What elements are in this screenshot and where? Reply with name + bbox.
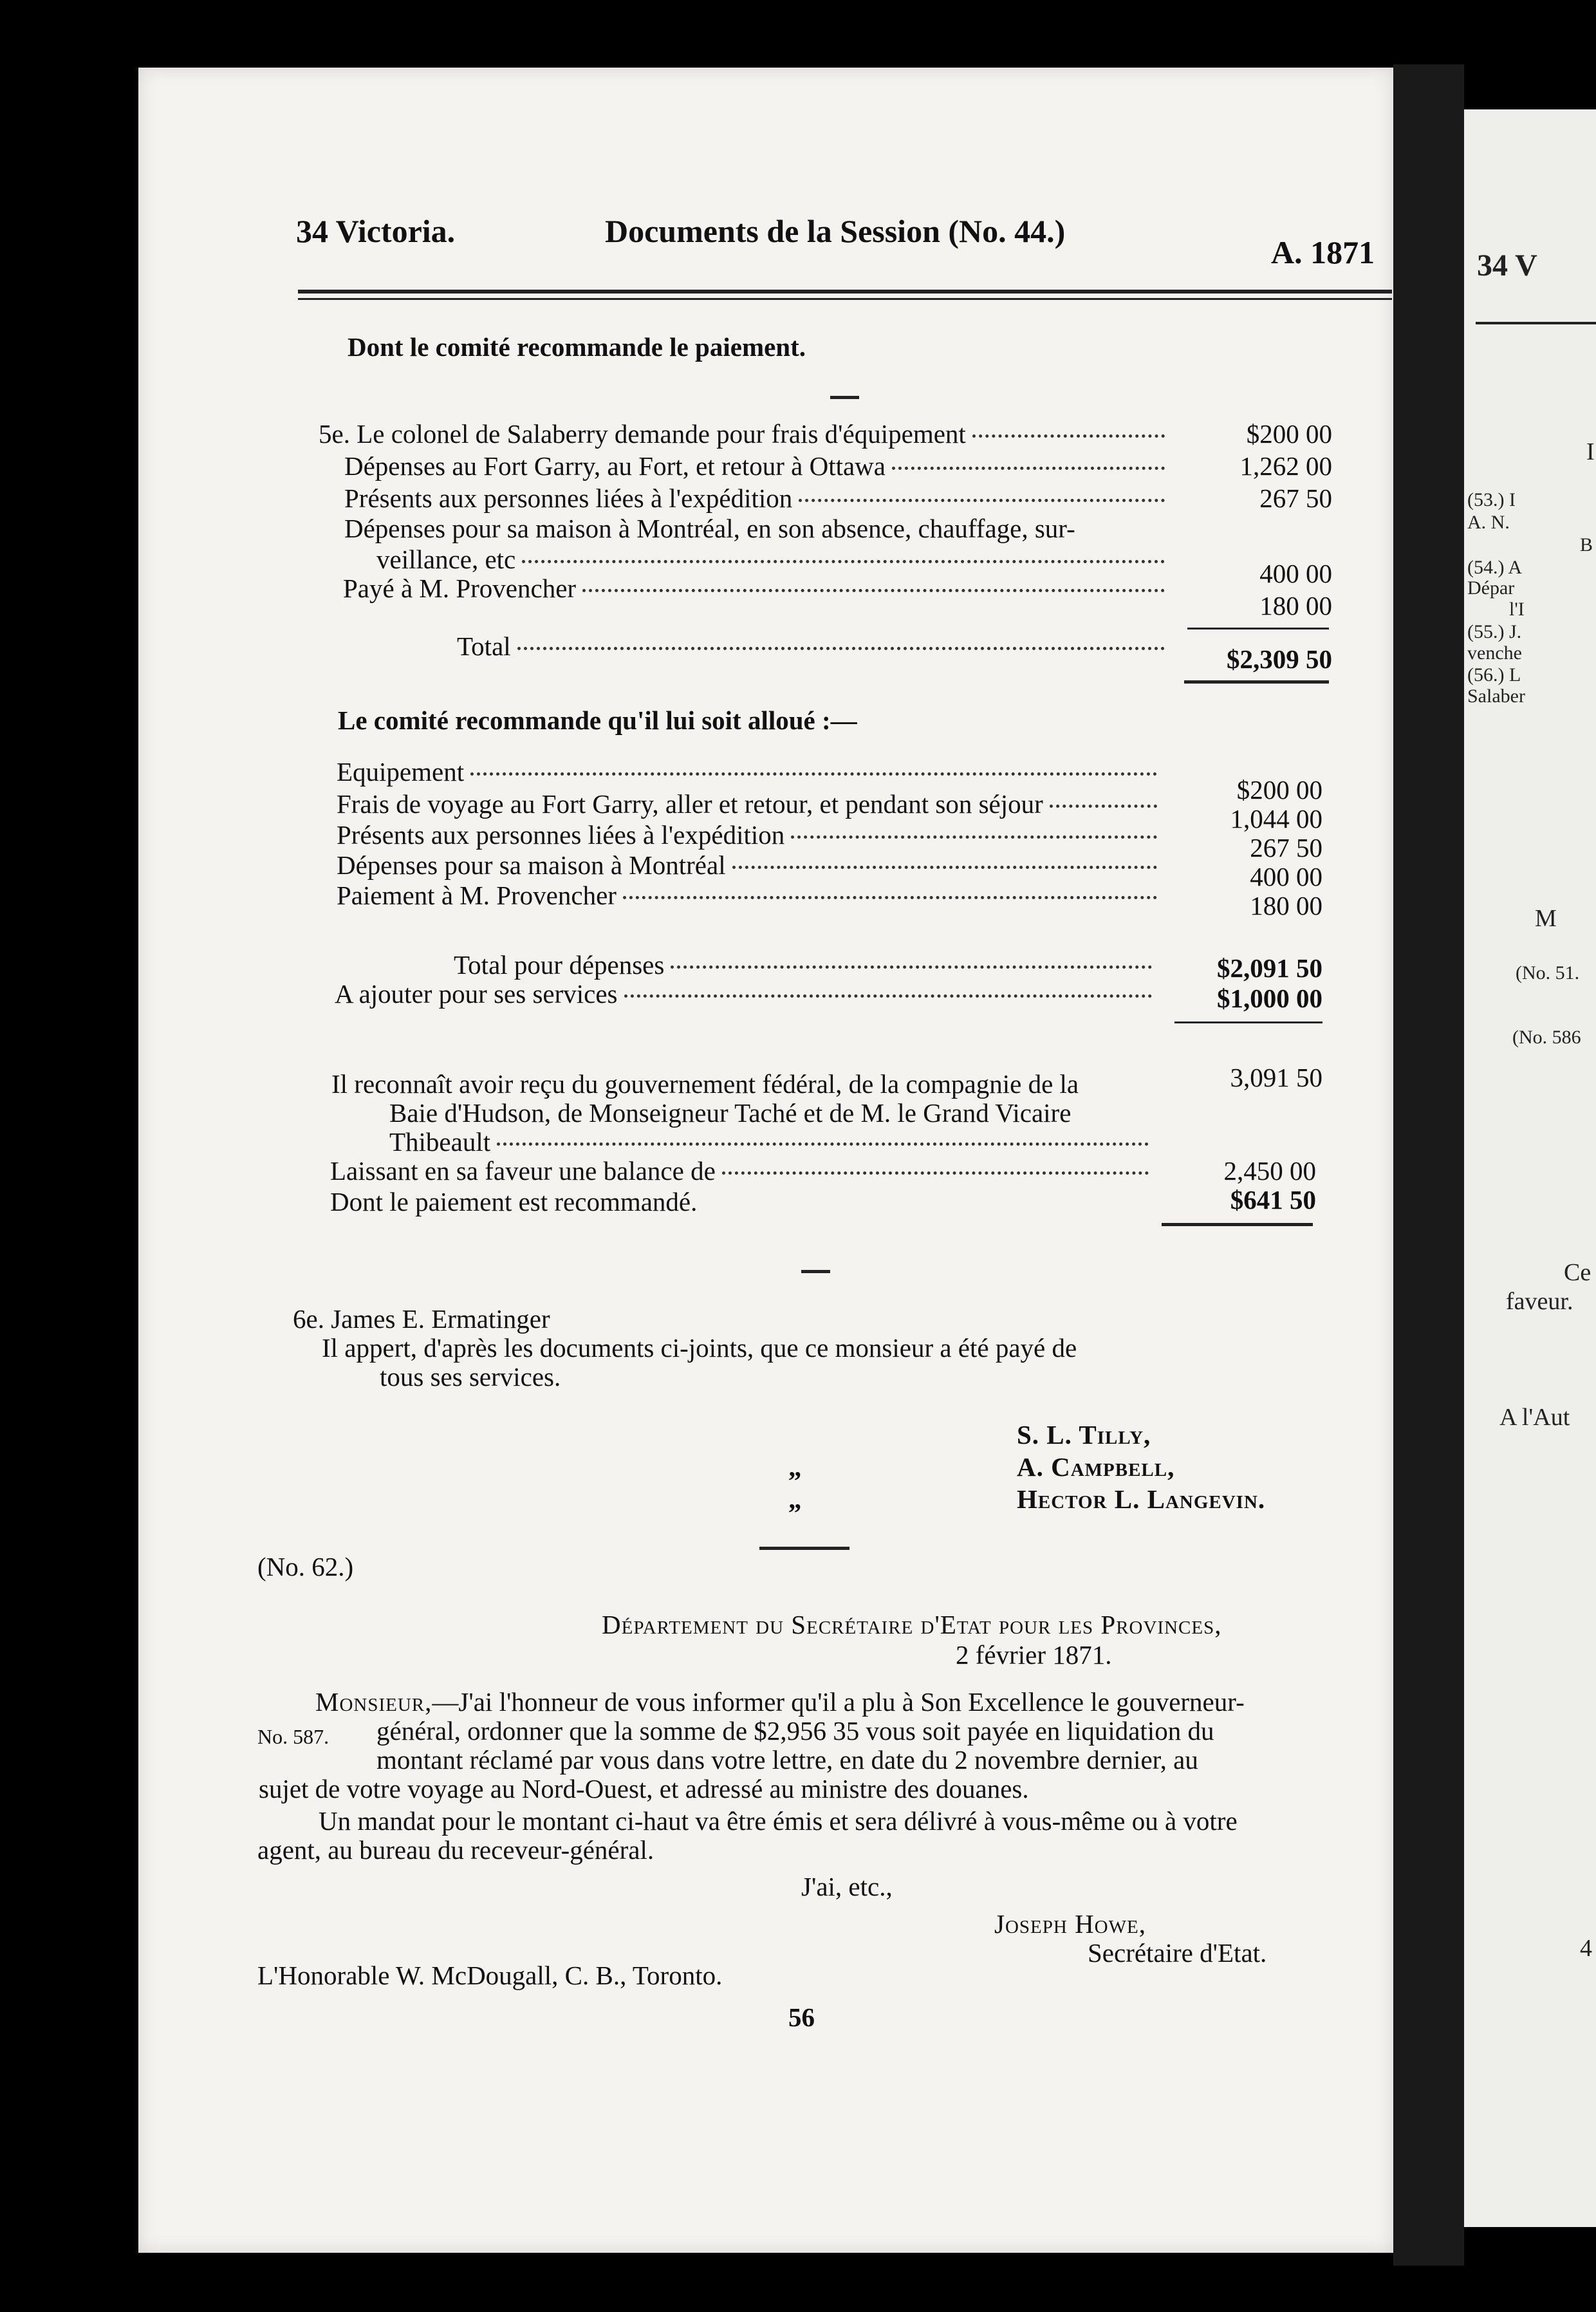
header-rule-thick xyxy=(298,290,1392,294)
balance-amount: $641 50 xyxy=(1230,1185,1316,1215)
section-dash xyxy=(801,1270,830,1273)
ditto-mark: „ xyxy=(788,1452,802,1482)
allowance-heading: Le comité recommande qu'il lui soit alloué :— xyxy=(338,705,857,735)
document-page xyxy=(138,68,1393,2253)
adjacent-line: l'I xyxy=(1509,599,1525,620)
letter-paragraph-line: général, ordonner que la somme de $2,956 35 vous soit payée en liquidation du xyxy=(376,1716,1214,1746)
balance-label: Laissant en sa faveur une balance de xyxy=(330,1156,716,1186)
item5-total-label: Total xyxy=(457,631,511,661)
allowance-line-label: Présents aux personnes liées à l'expédition xyxy=(337,820,785,850)
allowance-line xyxy=(337,788,1164,819)
item5-total xyxy=(457,631,1171,662)
allowance-line-amount: $200 00 xyxy=(1236,775,1322,805)
item5-line-label: veillance, etc xyxy=(376,545,516,574)
received-line xyxy=(389,1126,1155,1157)
leader-dots xyxy=(517,647,1165,650)
adjacent-line: A. N. xyxy=(1467,512,1510,533)
signature-name: S. L. Tilly, xyxy=(1017,1420,1151,1450)
letter-department: Département du Secrétaire d'Etat pour les Provinces, xyxy=(602,1610,1222,1639)
allowance-total-label: Total pour dépenses xyxy=(454,950,665,980)
leader-dots xyxy=(722,1171,1149,1175)
letter-number: (No. 62.) xyxy=(257,1552,354,1581)
item5-title xyxy=(319,418,1171,449)
item5-title-text: 5e. Le colonel de Salaberry demande pour frais d'équipement xyxy=(319,419,966,449)
allowance-services-amount: $1,000 00 xyxy=(1217,984,1322,1013)
item5-title-amount: $200 00 xyxy=(1246,419,1332,449)
letter-date: 2 février 1871. xyxy=(956,1640,1112,1670)
allowance-line xyxy=(337,756,1164,787)
adjacent-line: (56.) L xyxy=(1467,664,1521,685)
signature-name: A. Campbell, xyxy=(1017,1452,1175,1482)
letter-salutation: Monsieur, xyxy=(315,1687,432,1717)
received-amount: 2,450 00 xyxy=(1223,1156,1316,1186)
header-series: A. 1871 xyxy=(1271,234,1375,270)
adjacent-line: Salaber xyxy=(1467,685,1525,707)
received-line-label: Thibeault xyxy=(389,1127,491,1157)
leader-dots xyxy=(972,434,1165,438)
section-rule xyxy=(759,1547,849,1550)
leader-dots xyxy=(1050,805,1157,808)
allowance-sum-amount: 3,091 50 xyxy=(1230,1063,1322,1092)
allowance-line-amount: 400 00 xyxy=(1250,862,1322,891)
allowance-line-label: Frais de voyage au Fort Garry, aller et retour, et pendant son séjour xyxy=(337,789,1043,819)
letter-closing: J'ai, etc., xyxy=(801,1872,893,1901)
item6-line: tous ses services. xyxy=(380,1362,561,1392)
header-rule-thin xyxy=(298,298,1392,300)
allowance-line-amount: 1,044 00 xyxy=(1230,804,1322,834)
total-double-rule xyxy=(1184,680,1329,684)
received-line: Baie d'Hudson, de Monseigneur Taché et de M. le Grand Vicaire xyxy=(389,1098,1072,1128)
adjacent-line: Dépar xyxy=(1467,577,1515,599)
adjacent-line: 4 xyxy=(1580,1935,1592,1962)
leader-dots xyxy=(497,1142,1149,1146)
adjacent-line: venche xyxy=(1467,642,1522,664)
leader-dots xyxy=(470,772,1157,776)
balance-double-rule xyxy=(1162,1223,1313,1226)
allowance-line-label: Equipement xyxy=(337,757,465,787)
intro-text: Dont le comité recommande le paiement. xyxy=(348,332,806,362)
item6-title: 6e. James E. Ermatinger xyxy=(293,1304,550,1334)
adjacent-line: (No. 586 xyxy=(1512,1027,1581,1048)
adjacent-line: (53.) I xyxy=(1467,489,1516,510)
leader-dots xyxy=(623,896,1157,899)
allowance-line xyxy=(337,819,1164,850)
allowance-line-label: Paiement à M. Provencher xyxy=(337,881,617,910)
item5-line-label: Présents aux personnes liées à l'expédition xyxy=(344,483,793,513)
letter-signer: Joseph Howe, xyxy=(994,1909,1146,1939)
item5-line-amount: 1,262 00 xyxy=(1239,451,1332,481)
leader-dots xyxy=(791,835,1157,839)
letter-salutation-line xyxy=(315,1686,1245,1717)
adjacent-rule xyxy=(1476,322,1596,324)
adjacent-line: A l'Aut xyxy=(1499,1404,1570,1431)
leader-dots xyxy=(892,467,1165,470)
leader-dots xyxy=(732,866,1157,869)
adjacent-line: M xyxy=(1535,905,1557,932)
leader-dots xyxy=(624,994,1153,998)
leader-dots xyxy=(671,965,1152,969)
sum-rule xyxy=(1174,1021,1322,1023)
allowance-line-amount: 267 50 xyxy=(1250,833,1322,862)
item5-line xyxy=(344,483,1171,514)
item5-line-amount: 180 00 xyxy=(1259,591,1332,620)
letter-paragraph-line: sujet de votre voyage au Nord-Ouest, et adressé au ministre des douanes. xyxy=(259,1774,1029,1804)
item5-line-label: Payé à M. Provencher xyxy=(343,573,577,603)
signature-name: Hector L. Langevin. xyxy=(1017,1484,1266,1514)
allowance-line xyxy=(337,880,1164,911)
total-rule xyxy=(1187,628,1329,629)
letter-signer-title: Secrétaire d'Etat. xyxy=(1088,1938,1267,1968)
item5-line-amount: 400 00 xyxy=(1259,559,1332,588)
item5-line xyxy=(376,544,1171,575)
allowance-line-label: Dépenses pour sa maison à Montréal xyxy=(337,850,726,880)
item5-line xyxy=(343,573,1171,604)
allowance-line-amount: 180 00 xyxy=(1250,891,1322,920)
allowance-services xyxy=(335,978,1158,1009)
header-title: Documents de la Session (No. 44.) xyxy=(605,213,1066,249)
leader-dots xyxy=(582,589,1165,592)
adjacent-line: Ce xyxy=(1564,1259,1591,1286)
allowance-line xyxy=(337,850,1164,881)
adjacent-line: (54.) A xyxy=(1467,557,1522,578)
letter-paragraph-line: Un mandat pour le montant ci-haut va être émis et sera délivré à vous-même ou à votre xyxy=(319,1806,1238,1836)
adjacent-line: faveur. xyxy=(1506,1288,1573,1315)
adjacent-line: (No. 51. xyxy=(1516,962,1580,984)
letter-paragraph-line: montant réclamé par vous dans votre lettre, en date du 2 novembre dernier, au xyxy=(376,1745,1198,1775)
item5-line-amount: 267 50 xyxy=(1259,483,1332,513)
balance-line xyxy=(330,1155,1155,1186)
leader-dots xyxy=(522,560,1165,563)
allowance-services-label: A ajouter pour ses services xyxy=(335,979,618,1009)
adjacent-line: B xyxy=(1580,534,1593,555)
adjacent-page xyxy=(1464,109,1596,2227)
adjacent-line: (55.) J. xyxy=(1467,621,1522,642)
adjacent-line: I xyxy=(1586,438,1595,465)
adjacent-header: 34 V xyxy=(1477,248,1537,283)
letter-margin-note: No. 587. xyxy=(257,1725,329,1748)
recommend-text: Dont le paiement est recommandé. xyxy=(330,1187,698,1217)
page-gutter xyxy=(1393,64,1464,2266)
letter-addressee: L'Honorable W. McDougall, C. B., Toronto. xyxy=(257,1961,723,1990)
item5-line-label: Dépenses au Fort Garry, au Fort, et retour à Ottawa xyxy=(344,451,886,481)
leader-dots xyxy=(799,499,1165,502)
received-line: Il reconnaît avoir reçu du gouvernement fédéral, de la compagnie de la xyxy=(331,1069,1079,1099)
item5-line xyxy=(344,451,1171,481)
item6-line: Il appert, d'après les documents ci-joints, que ce monsieur a été payé de xyxy=(322,1333,1077,1363)
header-session-year: 34 Victoria. xyxy=(296,213,456,249)
ditto-mark: „ xyxy=(788,1484,802,1514)
section-dash xyxy=(830,396,859,399)
allowance-total-amount: $2,091 50 xyxy=(1217,953,1322,983)
item5-total-amount: $2,309 50 xyxy=(1227,644,1332,674)
letter-paragraph-line: —J'ai l'honneur de vous informer qu'il a plu à Son Excellence le gouverneur- xyxy=(432,1687,1245,1717)
letter-paragraph-line: agent, au bureau du receveur-général. xyxy=(257,1835,654,1865)
page-number: 56 xyxy=(788,2002,815,2032)
allowance-total xyxy=(454,949,1158,980)
item5-line-label: Dépenses pour sa maison à Montréal, en son absence, chauffage, sur- xyxy=(344,514,1075,543)
